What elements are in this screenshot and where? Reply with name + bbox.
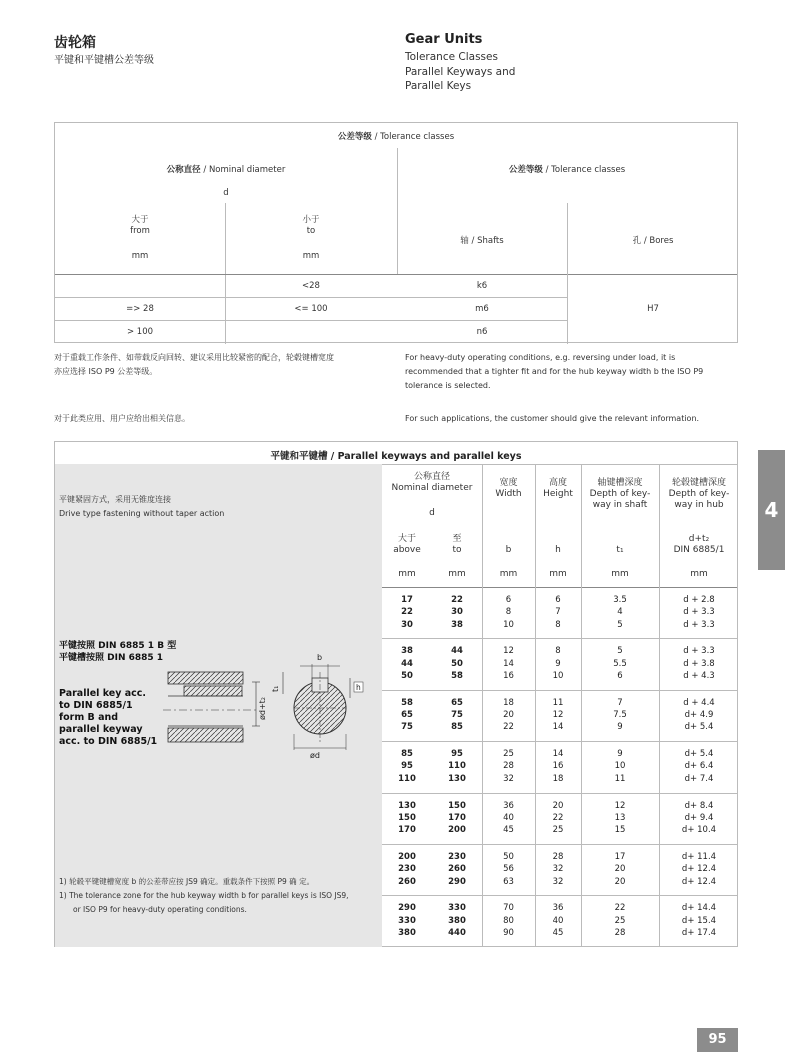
group-6-to-value: 290 bbox=[448, 876, 466, 887]
t1-shafts-header: 轴 / Shafts bbox=[460, 236, 504, 246]
group-2-b-cell bbox=[482, 645, 535, 682]
note-en-2: For such applications, the customer should give the relevant information. bbox=[405, 414, 700, 423]
t2-key-en: Parallel key acc. to DIN 6885/1 form B and parallel keyway acc. to DIN 6885/1 bbox=[59, 688, 158, 747]
group-1-t1-cell bbox=[581, 594, 659, 631]
group-6-hub-cell bbox=[659, 851, 739, 888]
group-2-to-value: 58 bbox=[451, 670, 463, 681]
group-4-above-value: 85 bbox=[401, 749, 413, 760]
group-4-t1-value: 11 bbox=[614, 773, 626, 784]
group-3-h-value: 12 bbox=[552, 710, 564, 721]
t2-shaft-depth-header: 轴键槽深度 Depth of key- way in shaft bbox=[589, 478, 651, 510]
group-1-t1-value: 4 bbox=[617, 607, 623, 618]
t2-footnote-cn: 1) 轮毂平键键槽宽度 b 的公差带应按 JS9 确定。重载条件下按照 P9 确 定。 bbox=[59, 877, 315, 886]
group-3-hub-value: d+ 5.4 bbox=[684, 722, 714, 733]
group-3-h-value: 11 bbox=[552, 697, 564, 708]
group-3-h-cell bbox=[535, 697, 581, 734]
chapter-tab: 4 bbox=[758, 450, 785, 570]
group-4-above-value: 110 bbox=[398, 773, 416, 784]
t1-from-unit: mm bbox=[131, 251, 149, 261]
group-3-hub-value: d + 4.4 bbox=[683, 697, 715, 708]
group-1-to-value: 30 bbox=[451, 607, 463, 618]
drawing-label-d: ød bbox=[310, 751, 320, 760]
group-2-to-cell bbox=[432, 645, 482, 682]
group-5-to-cell bbox=[432, 800, 482, 837]
group-4-t1-value: 10 bbox=[614, 761, 626, 772]
hub-top-section bbox=[168, 672, 243, 684]
group-3-hub-cell bbox=[659, 697, 739, 734]
group-4-hub-cell bbox=[659, 748, 739, 785]
group-6-h-value: 28 bbox=[552, 852, 564, 862]
t2-unit-t1: mm bbox=[611, 569, 629, 579]
group-4-h-cell bbox=[535, 748, 581, 785]
t2-key-cn: 平键按照 DIN 6885 1 B 型 平键槽按照 DIN 6885 1 bbox=[59, 641, 177, 663]
t1-row2-shaft: m6 bbox=[475, 304, 489, 314]
group-6-to-value: 230 bbox=[448, 852, 466, 862]
group-4-to-value: 130 bbox=[448, 773, 466, 784]
group-4-h-value: 14 bbox=[552, 749, 564, 760]
group-2-hub-value: d + 3.8 bbox=[683, 658, 715, 669]
group-7-hub-cell bbox=[659, 902, 739, 939]
group-2-h-cell bbox=[535, 645, 581, 682]
group-5-hub-value: d+ 10.4 bbox=[681, 825, 717, 836]
group-7-b-value: 80 bbox=[503, 915, 514, 926]
group-3-b-value: 18 bbox=[503, 697, 514, 708]
group-2-b-value: 14 bbox=[503, 658, 514, 669]
drawing-label-dt2: ød+t₂ bbox=[258, 696, 267, 720]
group-4-t1-value: 9 bbox=[617, 749, 623, 760]
group-7-hub-value: d+ 15.4 bbox=[681, 915, 717, 926]
group-6-above-value: 200 bbox=[398, 852, 416, 862]
group-1-above-value: 30 bbox=[401, 619, 413, 630]
group-5-h-value: 25 bbox=[552, 825, 564, 836]
group-2-t1-cell bbox=[581, 645, 659, 682]
group-1-b-cell bbox=[482, 594, 535, 631]
group-5-b-value: 45 bbox=[503, 825, 514, 836]
group-5-t1-value: 12 bbox=[614, 800, 626, 811]
group-6-b-value: 63 bbox=[503, 876, 514, 887]
t1-nominal-header: 公称直径 / Nominal diameter bbox=[166, 165, 286, 175]
header-en-line-1: Tolerance Classes bbox=[405, 51, 498, 63]
group-4-above-cell bbox=[382, 748, 432, 785]
group-4-to-cell bbox=[432, 748, 482, 785]
group-1-to-cell bbox=[432, 594, 482, 631]
group-1-h-cell bbox=[535, 594, 581, 631]
group-3-to-value: 75 bbox=[451, 710, 463, 721]
group-5-hub-value: d+ 9.4 bbox=[684, 812, 714, 823]
group-7-to-cell bbox=[432, 902, 482, 939]
group-4-t1-cell bbox=[581, 748, 659, 785]
group-1-h-value: 8 bbox=[555, 619, 561, 630]
group-5-above-cell bbox=[382, 800, 432, 837]
t2-unit-hub: mm bbox=[690, 569, 708, 579]
group-6-t1-value: 17 bbox=[614, 852, 626, 862]
group-7-above-value: 290 bbox=[398, 903, 416, 914]
t2-hub-depth-header: 轮毂键槽深度 Depth of key- way in hub bbox=[668, 478, 730, 510]
group-3-b-value: 22 bbox=[503, 722, 514, 733]
t2-unit-to: mm bbox=[448, 569, 466, 579]
group-6-h-cell bbox=[535, 851, 581, 888]
group-2-to-value: 50 bbox=[451, 658, 463, 669]
group-1-b-value: 10 bbox=[503, 619, 514, 630]
page-number: 95 bbox=[697, 1028, 738, 1052]
group-6-h-value: 32 bbox=[552, 876, 564, 887]
group-6-to-cell bbox=[432, 851, 482, 888]
group-3-b-value: 20 bbox=[503, 710, 514, 721]
header-en-line-2: Parallel Keyways and bbox=[405, 66, 516, 78]
group-4-hub-value: d+ 5.4 bbox=[684, 749, 714, 760]
group-6-b-cell bbox=[482, 851, 535, 888]
group-7-t1-cell bbox=[581, 902, 659, 939]
group-1-hub-cell bbox=[659, 594, 739, 631]
group-2-hub-cell bbox=[659, 645, 739, 682]
t1-classes-header: 公差等级 / Tolerance classes bbox=[508, 165, 626, 175]
group-1-above-value: 17 bbox=[401, 595, 413, 605]
group-7-b-cell bbox=[482, 902, 535, 939]
group-6-t1-cell bbox=[581, 851, 659, 888]
group-6-hub-value: d+ 12.4 bbox=[681, 876, 717, 887]
group-5-to-value: 150 bbox=[448, 800, 466, 811]
group-1-hub-value: d + 3.3 bbox=[683, 619, 715, 630]
group-3-b-cell bbox=[482, 697, 535, 734]
group-2-above-cell bbox=[382, 645, 432, 682]
note-cn-1: 对于重载工作条件、如带载反向回转、建议采用比较紧密的配合，轮毂键槽宽度 亦应选择 ISO P9 公差等级。 bbox=[54, 353, 334, 376]
group-4-hub-value: d+ 7.4 bbox=[684, 773, 714, 784]
group-5-to-value: 200 bbox=[448, 825, 466, 836]
header-en-line-3: Parallel Keys bbox=[405, 80, 472, 92]
t2-unit-b: mm bbox=[499, 569, 518, 579]
group-5-t1-cell bbox=[581, 800, 659, 837]
group-1-above-value: 22 bbox=[401, 607, 413, 618]
group-3-hub-value: d+ 4.9 bbox=[684, 710, 714, 721]
group-7-h-value: 36 bbox=[552, 903, 564, 914]
group-3-t1-value: 7.5 bbox=[613, 710, 627, 721]
group-5-above-value: 130 bbox=[398, 800, 416, 811]
parallel-keys-table bbox=[54, 441, 738, 947]
group-7-b-value: 70 bbox=[503, 903, 514, 914]
hub-bottom-section bbox=[168, 728, 243, 742]
group-4-hub-value: d+ 6.4 bbox=[684, 761, 714, 772]
group-7-above-value: 330 bbox=[398, 915, 416, 926]
group-7-above-value: 380 bbox=[398, 927, 416, 938]
group-5-t1-value: 15 bbox=[614, 825, 626, 836]
drawing-label-t1: t₁ bbox=[271, 685, 280, 692]
group-5-h-value: 20 bbox=[552, 800, 564, 811]
t1-to-header: 小于 to bbox=[302, 215, 320, 236]
key-section bbox=[184, 686, 242, 696]
group-4-b-value: 28 bbox=[503, 761, 514, 772]
t2-height-header: 高度 Height bbox=[543, 478, 573, 499]
group-6-hub-value: d+ 11.4 bbox=[681, 852, 717, 862]
t1-to-unit: mm bbox=[302, 251, 320, 261]
group-7-b-value: 90 bbox=[503, 927, 514, 938]
group-3-above-value: 65 bbox=[401, 710, 413, 721]
drawing-label-b: b bbox=[317, 653, 323, 662]
group-1-hub-value: d + 3.3 bbox=[683, 607, 715, 618]
t2-t1-symbol: t₁ bbox=[616, 545, 624, 555]
group-7-t1-value: 22 bbox=[614, 903, 626, 914]
group-5-above-value: 150 bbox=[398, 812, 416, 823]
t1-row1-shaft: k6 bbox=[476, 281, 488, 291]
group-6-t1-value: 20 bbox=[614, 864, 626, 875]
group-1-hub-value: d + 2.8 bbox=[683, 595, 715, 605]
group-7-to-value: 440 bbox=[448, 927, 466, 938]
group-2-above-value: 50 bbox=[401, 670, 413, 681]
group-6-hub-value: d+ 12.4 bbox=[681, 864, 717, 875]
group-2-hub-value: d + 4.3 bbox=[683, 670, 715, 681]
group-6-b-value: 56 bbox=[503, 864, 514, 875]
t2-fastening-en: Drive type fastening without taper action bbox=[59, 509, 225, 518]
group-7-h-value: 45 bbox=[552, 927, 564, 938]
group-4-to-value: 110 bbox=[448, 761, 466, 772]
t2-nominal-d: d bbox=[429, 508, 435, 518]
group-7-above-cell bbox=[382, 902, 432, 939]
t2-title: 平键和平键槽 / Parallel keyways and parallel keys bbox=[270, 451, 522, 462]
group-7-h-cell bbox=[535, 902, 581, 939]
group-5-h-cell bbox=[535, 800, 581, 837]
group-3-t1-value: 9 bbox=[617, 722, 623, 733]
group-4-above-value: 95 bbox=[401, 761, 413, 772]
group-4-to-value: 95 bbox=[451, 749, 463, 760]
group-2-hub-value: d + 3.3 bbox=[683, 646, 715, 657]
group-1-t1-value: 5 bbox=[617, 619, 623, 630]
group-7-h-value: 40 bbox=[552, 915, 564, 926]
group-1-h-value: 6 bbox=[555, 595, 561, 605]
t2-to-header: 至 to bbox=[452, 534, 462, 555]
group-7-t1-value: 28 bbox=[614, 927, 626, 938]
group-6-t1-value: 20 bbox=[614, 876, 626, 887]
group-3-above-cell bbox=[382, 697, 432, 734]
group-2-t1-value: 5 bbox=[617, 646, 623, 657]
group-2-h-value: 10 bbox=[552, 670, 564, 681]
group-2-h-value: 8 bbox=[555, 646, 561, 657]
tolerance-classes-table bbox=[54, 122, 738, 343]
group-3-h-value: 14 bbox=[552, 722, 564, 733]
group-2-b-value: 12 bbox=[503, 646, 514, 657]
group-2-t1-value: 6 bbox=[617, 670, 623, 681]
group-3-t1-value: 7 bbox=[617, 697, 623, 708]
group-2-above-value: 44 bbox=[401, 658, 413, 669]
group-7-to-value: 380 bbox=[448, 915, 466, 926]
group-4-b-value: 25 bbox=[503, 749, 514, 760]
keyway-drawing bbox=[160, 642, 375, 772]
group-2-to-value: 44 bbox=[451, 646, 463, 657]
t1-title: 公差等级 / Tolerance classes bbox=[337, 132, 455, 142]
t1-row2-to: <= 100 bbox=[294, 304, 328, 314]
t2-h-symbol: h bbox=[555, 545, 561, 555]
t2-footnote-en-2: or ISO P9 for heavy-duty operating conditions. bbox=[73, 905, 247, 914]
t2-above-header: 大于 above bbox=[393, 534, 421, 555]
t1-row2-from: => 28 bbox=[126, 304, 154, 314]
group-5-above-value: 170 bbox=[398, 825, 416, 836]
group-1-to-value: 38 bbox=[451, 619, 463, 630]
note-en-1: For heavy-duty operating conditions, e.g. reversing under load, it is recommended that a tighter fit and for the hub keyway width b the ISO P9 tolerance is selected. bbox=[405, 353, 704, 390]
t1-row3-from: > 100 bbox=[126, 327, 154, 337]
t1-bore-value: H7 bbox=[647, 304, 659, 314]
group-7-hub-value: d+ 17.4 bbox=[681, 927, 717, 938]
group-6-above-value: 260 bbox=[398, 876, 416, 887]
t2-nominal-header: 公称直径 Nominal diameter bbox=[391, 472, 473, 493]
t2-b-symbol: b bbox=[505, 545, 512, 555]
group-5-b-cell bbox=[482, 800, 535, 837]
t1-row1-to: <28 bbox=[302, 281, 320, 291]
group-3-above-value: 75 bbox=[401, 722, 413, 733]
group-6-above-value: 230 bbox=[398, 864, 416, 875]
group-3-above-value: 58 bbox=[401, 697, 413, 708]
t2-width-header: 宽度 Width bbox=[495, 478, 522, 499]
t1-row3-shaft: n6 bbox=[476, 327, 488, 337]
group-3-to-cell bbox=[432, 697, 482, 734]
group-4-h-value: 18 bbox=[552, 773, 564, 784]
t2-unit-h: mm bbox=[549, 569, 567, 579]
group-1-b-value: 8 bbox=[505, 607, 512, 618]
group-2-h-value: 9 bbox=[555, 658, 561, 669]
group-6-to-value: 260 bbox=[448, 864, 466, 875]
note-cn-2: 对于此类应用、用户应给出相关信息。 bbox=[54, 414, 190, 423]
group-5-hub-value: d+ 8.4 bbox=[684, 800, 714, 811]
group-2-b-value: 16 bbox=[503, 670, 514, 681]
t2-hub-symbol: d+t₂ DIN 6885/1 bbox=[673, 534, 725, 555]
header-en-title: Gear Units bbox=[405, 32, 483, 47]
group-5-b-value: 36 bbox=[503, 800, 514, 811]
group-7-t1-value: 25 bbox=[614, 915, 626, 926]
drawing-label-h: h bbox=[356, 683, 361, 692]
group-6-above-cell bbox=[382, 851, 432, 888]
t2-unit-above: mm bbox=[398, 569, 416, 579]
t1-from-header: 大于 from bbox=[130, 215, 150, 236]
t1-d: d bbox=[223, 188, 229, 198]
group-7-to-value: 330 bbox=[448, 903, 466, 914]
t2-fastening-cn: 平键紧固方式，采用无锥度连接 bbox=[59, 495, 171, 504]
group-6-h-value: 32 bbox=[552, 864, 564, 875]
group-5-t1-value: 13 bbox=[614, 812, 626, 823]
group-3-t1-cell bbox=[581, 697, 659, 734]
group-4-b-value: 32 bbox=[503, 773, 514, 784]
group-5-to-value: 170 bbox=[448, 812, 466, 823]
group-5-hub-cell bbox=[659, 800, 739, 837]
header-cn-title: 齿轮箱 bbox=[54, 35, 96, 51]
group-1-t1-value: 3.5 bbox=[613, 595, 627, 605]
group-1-h-value: 7 bbox=[555, 607, 561, 618]
group-3-to-value: 85 bbox=[451, 722, 463, 733]
t2-footnote-en-1: 1) The tolerance zone for the hub keyway width b for parallel keys is ISO JS9, bbox=[59, 891, 349, 900]
t1-bores-header: 孔 / Bores bbox=[632, 236, 674, 246]
group-4-h-value: 16 bbox=[552, 761, 564, 772]
group-5-h-value: 22 bbox=[552, 812, 564, 823]
group-1-above-cell bbox=[382, 594, 432, 631]
group-6-b-value: 50 bbox=[503, 852, 514, 862]
header-cn-subtitle: 平键和平键槽公差等级 bbox=[54, 55, 154, 66]
group-5-b-value: 40 bbox=[503, 812, 514, 823]
group-1-b-value: 6 bbox=[505, 595, 512, 605]
group-2-above-value: 38 bbox=[401, 646, 413, 657]
group-2-t1-value: 5.5 bbox=[613, 658, 627, 669]
group-3-to-value: 65 bbox=[451, 697, 463, 708]
group-7-hub-value: d+ 14.4 bbox=[681, 903, 717, 914]
group-4-b-cell bbox=[482, 748, 535, 785]
group-1-to-value: 22 bbox=[451, 595, 463, 605]
